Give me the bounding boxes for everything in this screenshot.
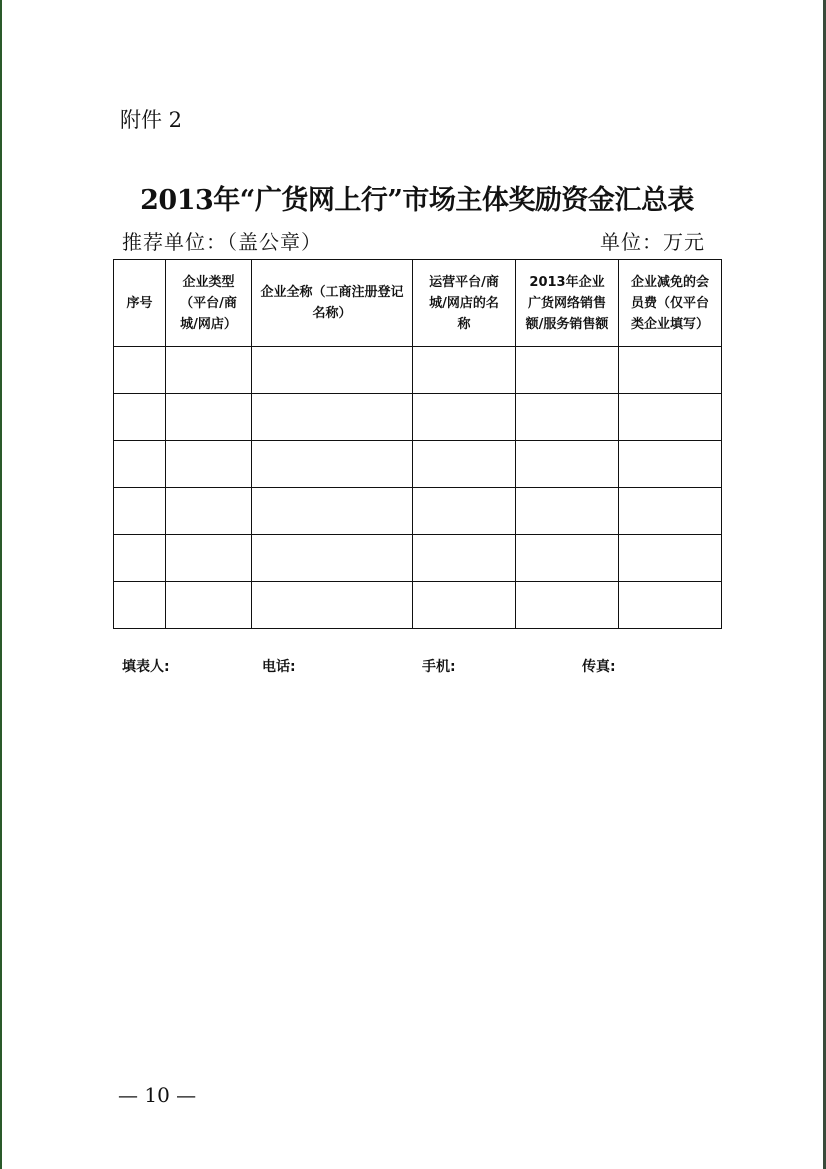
header-sales-text: 2013年企业广货网络销售额/服务销售额 [525,274,609,332]
table-cell[interactable] [252,441,413,488]
table-cell[interactable] [114,582,166,629]
table-cell[interactable] [516,394,619,441]
table-cell[interactable] [413,347,516,394]
footer-fax-label: 传真: [582,659,616,675]
table-cell[interactable] [166,582,252,629]
table-cell[interactable] [114,488,166,535]
table-cell[interactable] [516,441,619,488]
header-sales [516,260,619,347]
table-cell[interactable] [166,394,252,441]
table-header-row [114,260,722,347]
header-company-type-text: 企业类型（平台/商城/网店） [180,274,237,332]
footer-phone-label: 电话: [262,659,296,675]
table-cell[interactable] [114,535,166,582]
table-cell[interactable] [619,394,722,441]
table-cell[interactable] [516,582,619,629]
header-company-name-text: 企业全称（工商注册登记名称） [260,285,404,321]
header-company-type [166,260,252,347]
table-cell[interactable] [166,441,252,488]
table-cell[interactable] [516,488,619,535]
table-cell[interactable] [114,394,166,441]
table-cell[interactable] [516,535,619,582]
summary-table [113,259,722,629]
table-cell[interactable] [252,394,413,441]
table-cell[interactable] [166,347,252,394]
table-row [114,582,722,629]
table-cell[interactable] [619,582,722,629]
table-cell[interactable] [413,441,516,488]
table-row [114,347,722,394]
table-cell[interactable] [114,441,166,488]
header-membership-fee [619,260,722,347]
footer-filler-label: 填表人: [122,659,170,675]
table-cell[interactable] [166,488,252,535]
table-cell[interactable] [413,535,516,582]
table-cell[interactable] [413,582,516,629]
table-row [114,488,722,535]
header-membership-fee-text: 企业减免的会员费（仅平台类企业填写） [630,274,709,332]
table-row [114,535,722,582]
header-serial [114,260,166,347]
unit-label: 单位：万元 [600,230,705,254]
header-platform-name-text: 运营平台/商城/网店的名称 [429,274,499,332]
attachment-label: 附件 2 [120,108,183,132]
table-row [114,394,722,441]
header-company-name [252,260,413,347]
table-cell[interactable] [516,347,619,394]
table-cell[interactable] [252,535,413,582]
table-cell[interactable] [619,535,722,582]
header-platform-name [413,260,516,347]
page-number: — 10 — [118,1083,197,1107]
scan-edge-left [0,0,2,1169]
table-cell[interactable] [166,535,252,582]
table-row [114,441,722,488]
table-cell[interactable] [252,488,413,535]
table-cell[interactable] [252,582,413,629]
footer-mobile-label: 手机: [422,659,456,675]
table-cell[interactable] [413,488,516,535]
table-cell[interactable] [413,394,516,441]
document-title: 2013年“广货网上行”市场主体奖励资金汇总表 [140,185,694,216]
table-cell[interactable] [252,347,413,394]
header-serial-text: 序号 [126,295,153,311]
table-cell[interactable] [619,441,722,488]
table-cell[interactable] [619,347,722,394]
table-cell[interactable] [619,488,722,535]
recommend-unit-label: 推荐单位：（盖公章） [122,230,322,254]
table-cell[interactable] [114,347,166,394]
